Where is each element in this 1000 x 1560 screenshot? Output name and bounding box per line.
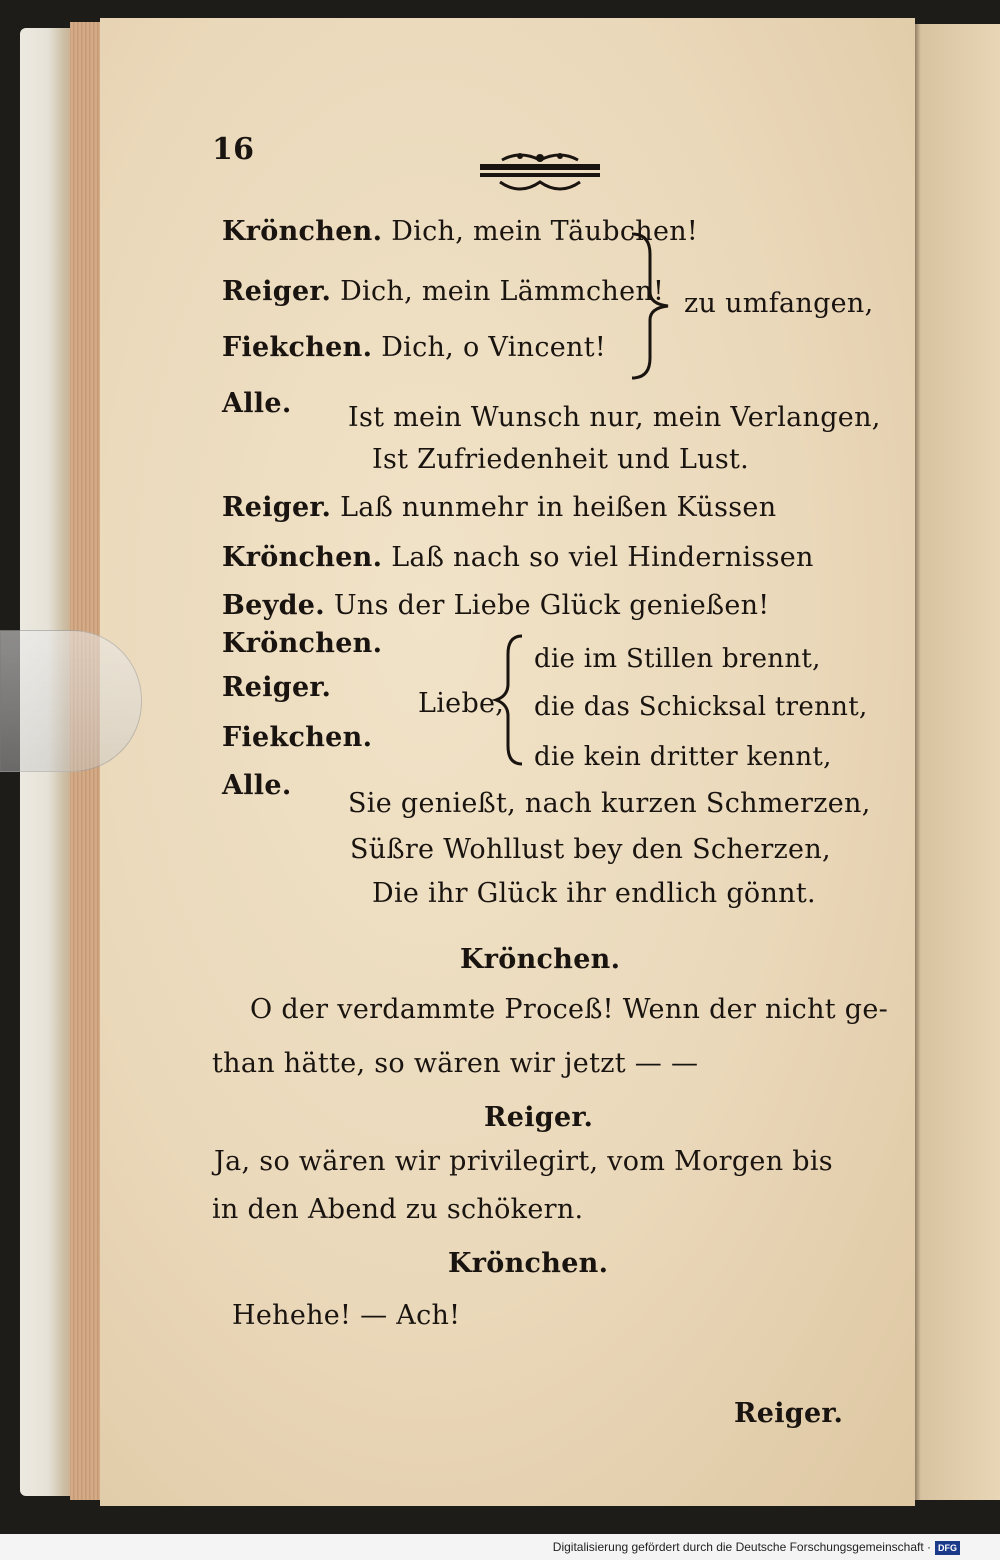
page-clip	[0, 630, 142, 772]
verse-text: Laß nunmehr in heißen Küssen	[340, 492, 777, 523]
speech-line	[222, 590, 769, 621]
speaker-heading: Krönchen.	[448, 1248, 609, 1279]
verse-text: Sie genießt, nach kurzen Schmerzen,	[348, 788, 871, 819]
verse-text: Süßre Wohllust bey den Scherzen,	[350, 834, 831, 865]
prose-line: than hätte, so wären wir jetzt — —	[212, 1048, 699, 1079]
page-number: 16	[212, 132, 255, 167]
speaker-name: Reiger.	[222, 672, 332, 703]
speech-line	[222, 332, 606, 363]
speaker-name: Reiger.	[222, 276, 332, 307]
right-brace-icon	[628, 230, 684, 380]
prose-line: Ja, so wären wir privilegirt, vom Morgen bis	[214, 1146, 833, 1177]
verse-text: die kein dritter kennt,	[534, 742, 832, 772]
verse-text: Laß nach so viel Hindernissen	[391, 542, 814, 573]
catchword: Reiger.	[734, 1398, 844, 1429]
trio-lead: Liebe,	[418, 688, 505, 719]
verse-text: die das Schicksal trennt,	[534, 692, 868, 722]
prose-line: in den Abend zu schökern.	[212, 1194, 584, 1225]
speaker-name: Krönchen.	[222, 542, 383, 573]
speaker-name: Fiekchen.	[222, 722, 373, 753]
speaker-name: Alle.	[222, 770, 292, 801]
facing-page	[912, 24, 1000, 1500]
book-page	[100, 18, 915, 1506]
verse-text: die im Stillen brennt,	[534, 644, 821, 674]
prose-line: Hehehe! — Ach!	[232, 1300, 461, 1331]
verse-text: Dich, o Vincent!	[381, 332, 607, 363]
footer-credit	[0, 1534, 1000, 1560]
speaker-heading: Reiger.	[484, 1102, 594, 1133]
left-brace-icon	[492, 632, 528, 768]
ornament-icon	[480, 148, 600, 200]
speaker-name: Fiekchen.	[222, 332, 373, 363]
speaker-heading: Krönchen.	[460, 944, 621, 975]
speech-line	[222, 492, 776, 523]
verse-text: Die ihr Glück ihr endlich gönnt.	[372, 878, 816, 909]
brace-text: zu umfangen,	[684, 288, 874, 319]
speaker-name: Beyde.	[222, 590, 325, 621]
speech-line	[222, 542, 814, 573]
speaker-name: Krönchen.	[222, 216, 383, 247]
verse-text: Dich, mein Täubchen!	[391, 216, 699, 247]
footer-text: Digitalisierung gefördert durch die Deutsche Forschungsgemeinschaft ·	[552, 1540, 931, 1554]
verse-text: Ist mein Wunsch nur, mein Verlangen,	[348, 402, 881, 433]
speech-line	[222, 216, 698, 247]
verse-text: Ist Zufriedenheit und Lust.	[372, 444, 750, 475]
dfg-logo: DFG	[935, 1541, 960, 1555]
speaker-name: Reiger.	[222, 492, 332, 523]
verse-text: Dich, mein Lämmchen!	[340, 276, 665, 307]
verse-text: Uns der Liebe Glück genießen!	[333, 590, 770, 621]
speech-line	[222, 276, 664, 307]
prose-line: O der verdammte Proceß! Wenn der nicht ge-	[250, 994, 889, 1025]
speaker-name: Krönchen.	[222, 628, 383, 659]
speaker-name: Alle.	[222, 388, 292, 419]
